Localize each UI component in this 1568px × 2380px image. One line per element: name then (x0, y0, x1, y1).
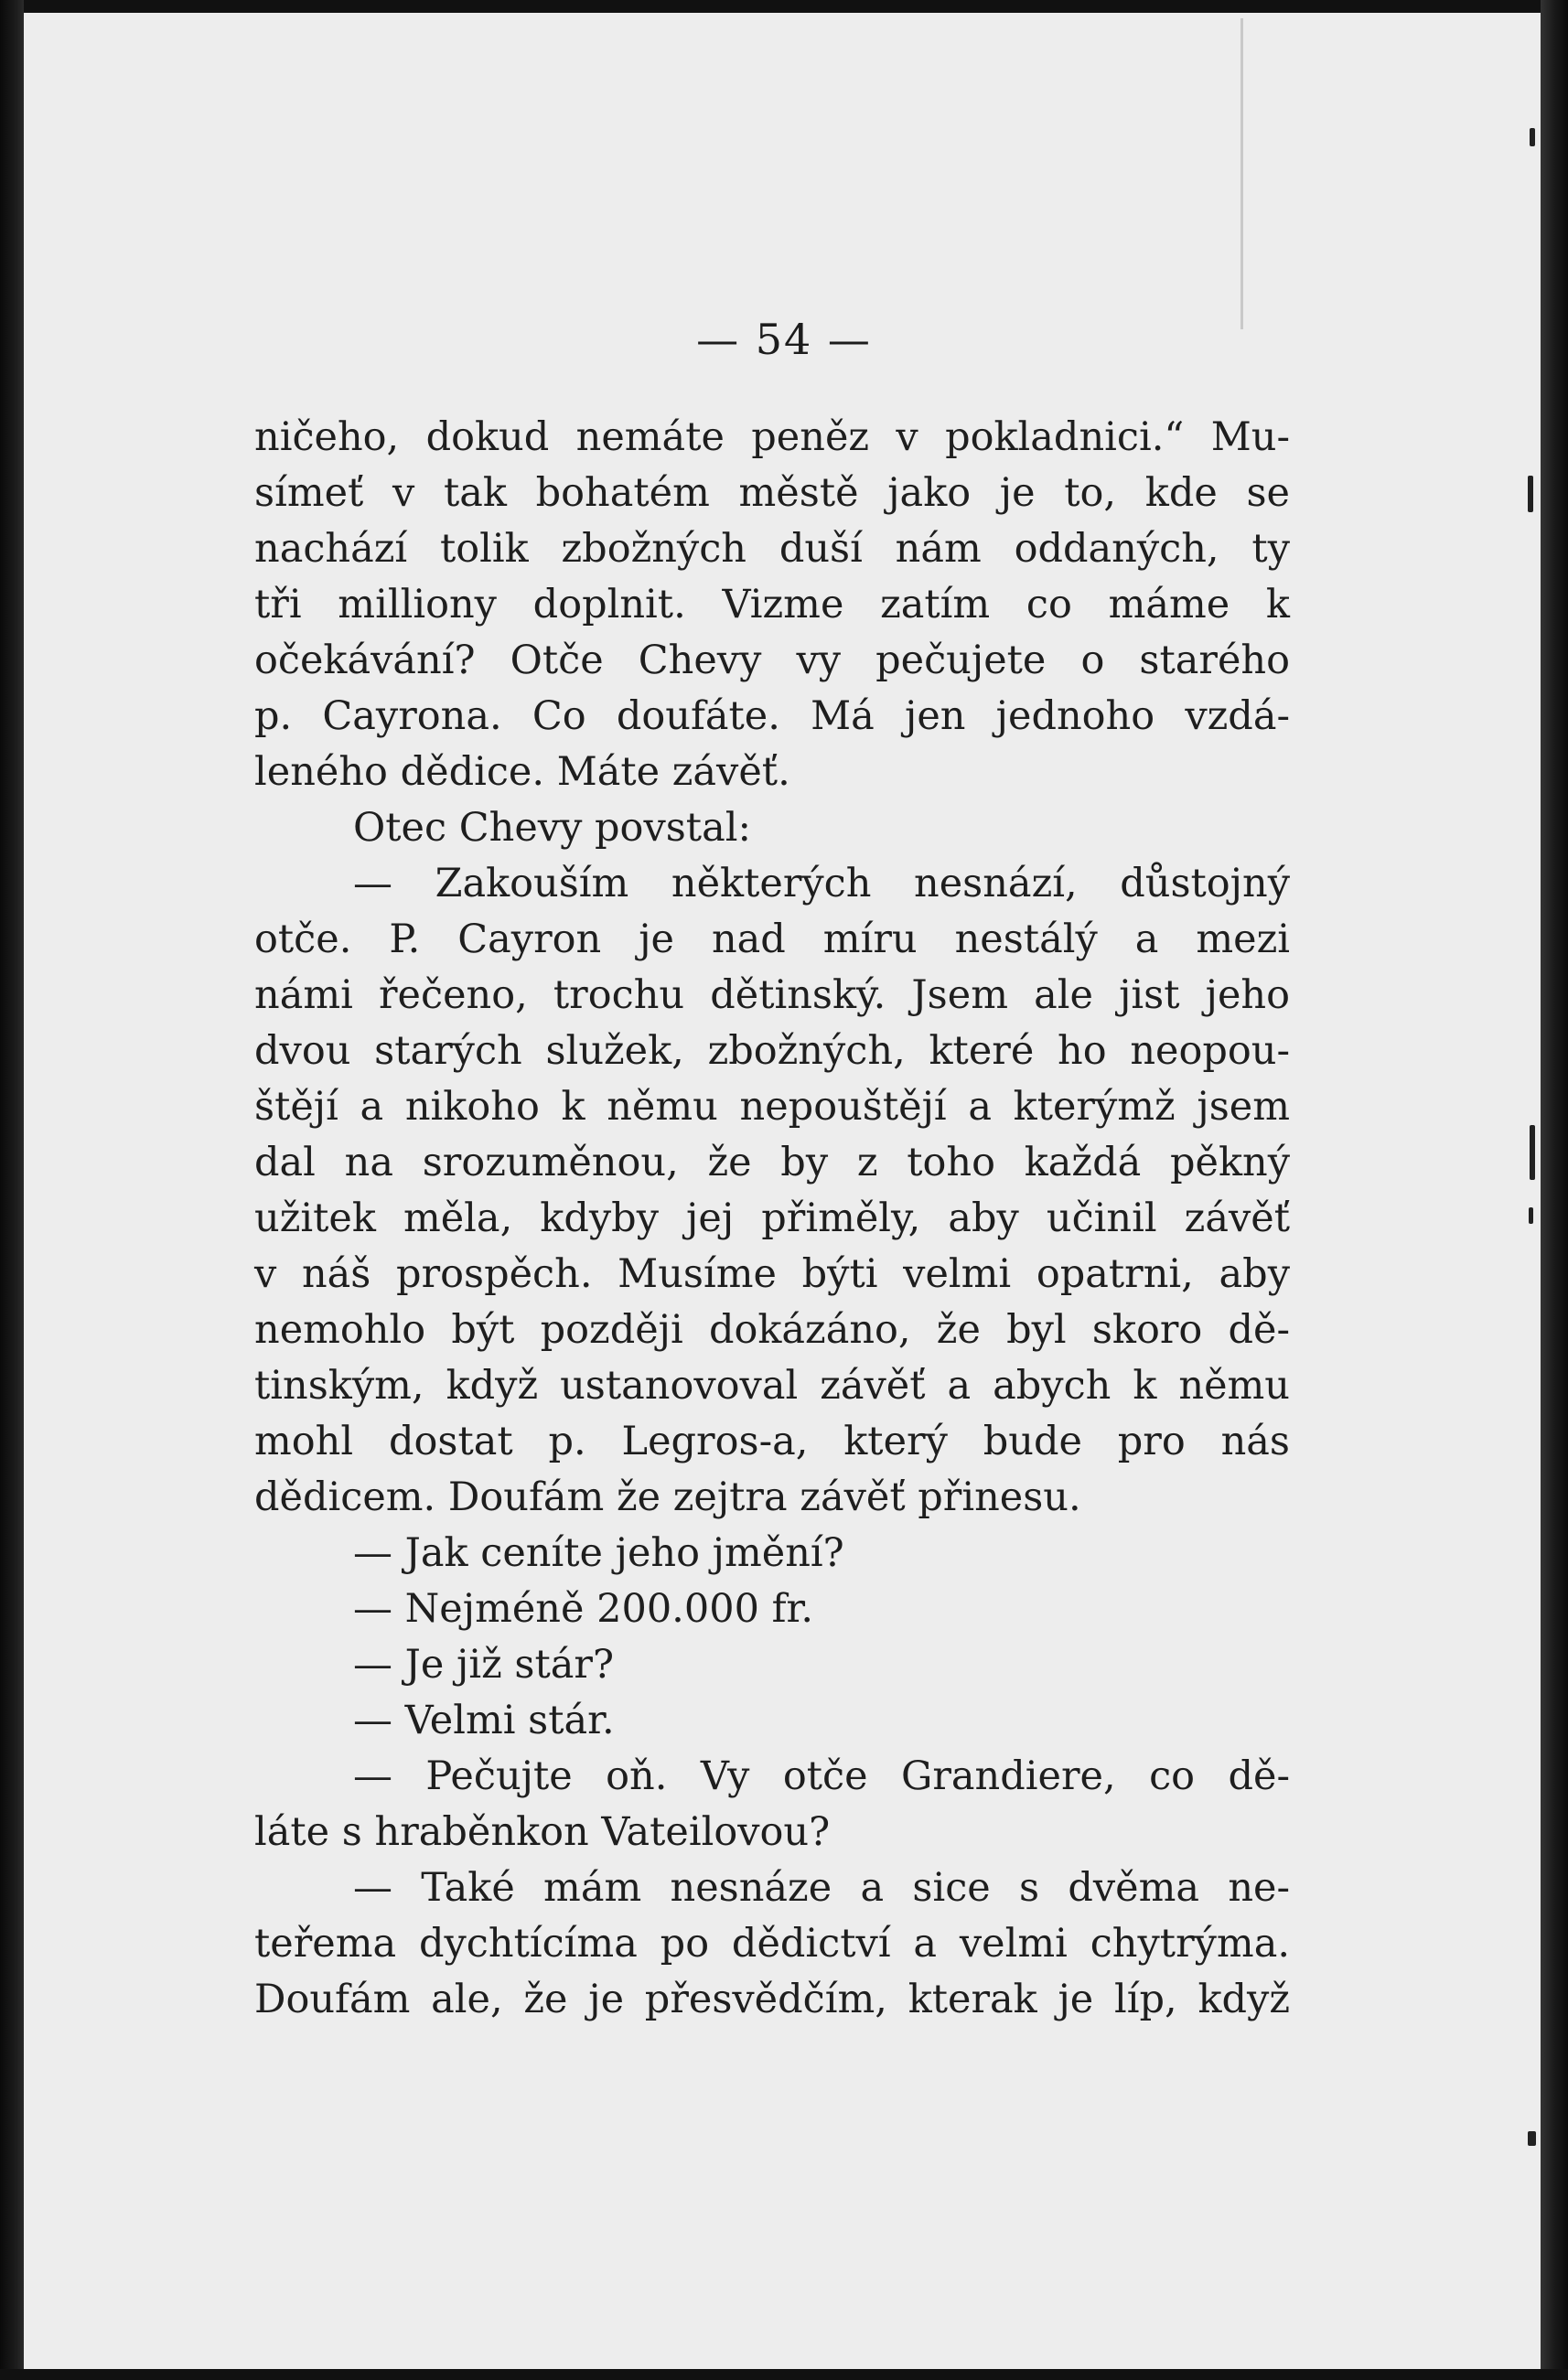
text-line: v náš prospěch. Musíme býti velmi opatrni, aby (254, 1251, 1290, 1297)
text-line: — Jak ceníte jeho jmění? (353, 1530, 844, 1576)
text-line: — Zakouším některých nesnází, důstojný (353, 861, 1290, 906)
text-line: námi řečeno, trochu dětinský. Jsem ale jist jeho (254, 972, 1290, 1018)
text-line: dvou starých služek, zbožných, které ho neopou- (254, 1028, 1290, 1074)
text-line: — Pečujte oň. Vy otče Grandiere, co dě- (353, 1753, 1290, 1799)
text-line: ničeho, dokud nemáte peněz v pokladnici.“ Mu- (254, 414, 1290, 460)
margin-specks (1530, 91, 1539, 2287)
text-line: tinským, když ustanovoval závěť a abych k němu (254, 1363, 1290, 1409)
scan-border-bottom (0, 2369, 1568, 2380)
text-line: štějí a nikoho k němu nepouštějí a kterýmž jsem (254, 1084, 1290, 1130)
text-line: nachází tolik zbožných duší nám oddaných, ty (254, 526, 1290, 572)
page-number: — 54 — (696, 315, 872, 364)
text-line: nemohlo být později dokázáno, že byl skoro dě- (254, 1307, 1290, 1353)
text-line: teřema dychtícíma po dědictví a velmi chytrýma. (254, 1921, 1290, 1967)
text-line: — Nejméně 200.000 fr. (353, 1586, 814, 1632)
text-line: láte s hraběnkon Vateilovou? (254, 1809, 831, 1855)
text-line: užitek měla, kdyby jej přiměly, aby učinil závěť (254, 1195, 1290, 1241)
text-line: tři milliony doplnit. Vizme zatím co máme k (254, 582, 1290, 627)
text-line: — Je již stár? (353, 1642, 615, 1688)
paper-crease (1240, 18, 1243, 329)
text-line: — Také mám nesnáze a sice s dvěma ne- (353, 1865, 1290, 1911)
text-line: dal na srozuměnou, že by z toho každá pěkný (254, 1140, 1290, 1185)
text-line: mohl dostat p. Legros-a, který bude pro nás (254, 1419, 1290, 1464)
text-line: p. Cayrona. Co doufáte. Má jen jednoho vzdá- (254, 693, 1290, 739)
text-line: símeť v tak bohatém městě jako je to, kde se (254, 470, 1290, 516)
text-line: Doufám ale, že je přesvědčím, kterak je líp, když (254, 1977, 1290, 2022)
text-line: otče. P. Cayron je nad míru nestálý a mezi (254, 917, 1290, 962)
text-line: Otec Chevy povstal: (353, 805, 751, 851)
scan-border-top (0, 0, 1568, 13)
text-line: očekávání? Otče Chevy vy pečujete o starého (254, 638, 1290, 683)
text-line: dědicem. Doufám že zejtra závěť přinesu. (254, 1474, 1081, 1520)
text-line: leného dědice. Máte závěť. (254, 749, 790, 795)
text-line: — Velmi stár. (353, 1698, 615, 1743)
body-text (254, 410, 1290, 2028)
